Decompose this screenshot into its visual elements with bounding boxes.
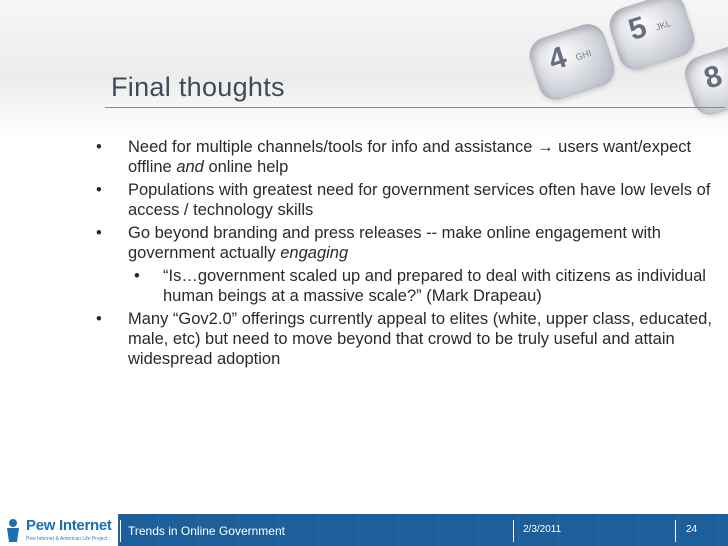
footer-date: 2/3/2011 bbox=[523, 524, 562, 535]
key-letters: JKL bbox=[654, 18, 673, 33]
pew-logo-icon bbox=[5, 518, 21, 542]
bullet-text: engaging bbox=[280, 244, 349, 262]
logo-text: Pew Internet bbox=[26, 517, 112, 534]
footer-bar bbox=[118, 514, 728, 546]
keypad-key bbox=[605, 0, 699, 74]
arrow-icon: → bbox=[537, 138, 554, 156]
bullet-text: Need for multiple channels/tools for info and assistance bbox=[128, 138, 538, 156]
bullet-text: online help bbox=[203, 158, 289, 176]
sub-bullet-item bbox=[92, 266, 712, 306]
bullet-list bbox=[92, 137, 712, 372]
bullet-text: “Is…government scaled up and prepared to deal with citizens as individual human beings at a massive scale?” (Mark Drapeau) bbox=[163, 267, 706, 305]
phone-keypad-decoration bbox=[438, 0, 728, 130]
key-digit: 4 bbox=[544, 40, 571, 78]
bullet-text: Many “Gov2.0” offerings currently appeal to elites (white, upper class, educated, male, etc) but need to move beyond that crowd to be truly useful and attain widespread adoption bbox=[128, 310, 712, 368]
bullet-text: Populations with greatest need for government services often have low levels of access / technology skills bbox=[128, 181, 711, 219]
bullet-text: Go beyond branding and press releases -- make online engagement with government actually bbox=[128, 224, 661, 262]
bullet-item bbox=[92, 137, 712, 177]
bullet-marker: • bbox=[96, 138, 102, 156]
bullet-marker: • bbox=[96, 181, 102, 199]
bullet-item bbox=[92, 180, 712, 220]
bullet-item bbox=[92, 309, 712, 369]
key-letters: GHI bbox=[574, 47, 593, 63]
bullet-marker: • bbox=[96, 310, 102, 328]
bullet-marker: • bbox=[96, 224, 102, 242]
bullet-text: and bbox=[176, 158, 204, 176]
key-digit: 8 bbox=[700, 59, 727, 96]
footer-separator bbox=[513, 520, 514, 542]
bullet-marker: • bbox=[134, 267, 140, 285]
slide-title: Final thoughts bbox=[111, 72, 285, 102]
keypad-key bbox=[525, 20, 619, 105]
pew-internet-logo bbox=[2, 515, 112, 546]
slide-number: 24 bbox=[686, 524, 698, 535]
title-divider bbox=[105, 107, 725, 108]
logo-subtext: Pew Internet & American Life Project bbox=[26, 536, 108, 542]
bullet-item bbox=[92, 223, 712, 263]
bullet-text: users want/expect offline bbox=[128, 138, 692, 176]
footer-title: Trends in Online Government bbox=[128, 524, 285, 538]
footer-separator bbox=[120, 520, 121, 542]
footer-separator bbox=[675, 520, 676, 542]
key-digit: 5 bbox=[624, 10, 651, 48]
